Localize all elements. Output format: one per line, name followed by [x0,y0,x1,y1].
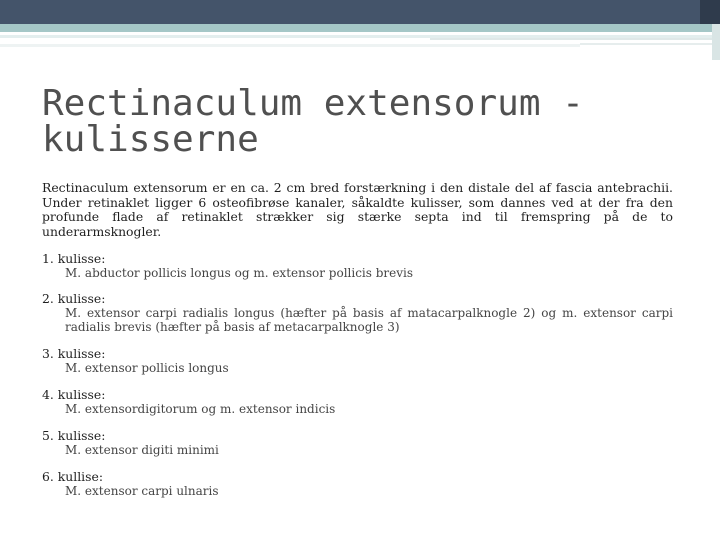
list-item-label: 3. kulisse: [42,346,106,361]
intro-paragraph: Rectinaculum extensorum er en ca. 2 cm bred forstærkning i den distale del af fascia antebrachii. Under retinaklet ligger 6 osteofibrøse kanaler, såkaldte kulisser, som dannes ved at der fra den profunde flade af retinaklet strækker sig stærke septa ind til fremspring på de to underarmsknogler. [42,180,673,239]
list-item [42,388,673,416]
list-item-description: M. extensor digiti minimi [65,443,219,457]
list-item-description: M. extensordigitorum og m. extensor indicis [65,402,336,416]
list-item [42,429,673,457]
list-item-label: 2. kulisse: [42,291,106,306]
decorative-line [430,38,720,40]
list-item-description: M. extensor carpi ulnaris [65,484,219,498]
list-item [42,347,673,375]
list-item [42,470,673,498]
kulisse-list [42,252,673,498]
header-corner-block [700,0,720,24]
list-item-description: M. abductor pollicis longus og m. extensor pollicis brevis [65,266,414,280]
list-item-label: 6. kullise: [42,469,104,484]
header-teal-band [0,24,720,32]
list-item [42,292,673,334]
slide-title [42,83,682,160]
header-dark-band [0,0,700,24]
slide-title-line-2: kulisserne [42,119,259,160]
list-item-label: 4. kulisse: [42,387,106,402]
list-item [42,252,673,280]
list-item-label: 1. kulisse: [42,251,106,266]
list-item-description: M. extensor carpi radialis longus (hæfter på basis af matacarpalknogle 2) og m. extensor carpi radialis brevis (hæfter på basis af metacarpalknogle 3) [65,306,673,334]
list-item-label: 5. kulisse: [42,428,106,443]
list-item-description: M. extensor pollicis longus [65,361,229,375]
slide-title-line-1: Rectinaculum extensorum - [42,83,584,124]
decorative-line [0,44,580,47]
decorative-edge-block [712,24,720,60]
decorative-line [580,43,720,45]
